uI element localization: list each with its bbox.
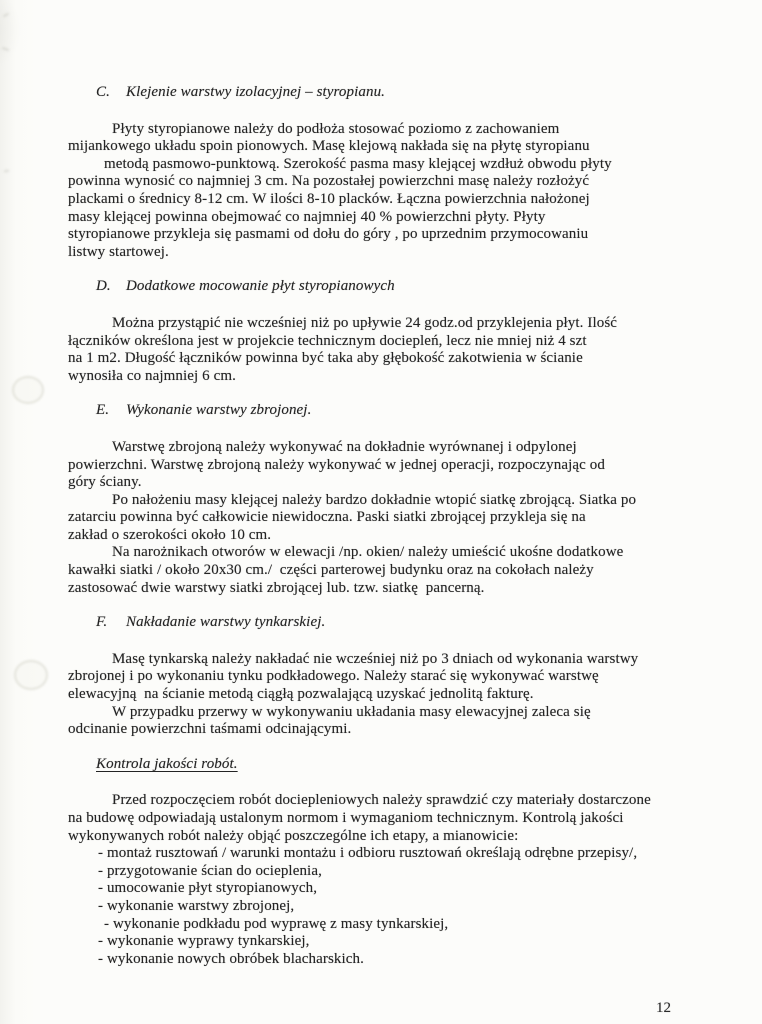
text-line: plackami o średnicy 8-12 cm. W ilości 8-10 placków. Łączna powierzchnia nałożonej	[68, 190, 590, 207]
text-line: powinna wynosić co najmniej 3 cm. Na pozostałej powierzchni masę należy rozłożyć	[68, 173, 590, 190]
text-line: - wykonanie nowych obróbek blacharskich.	[98, 950, 365, 967]
text-line: na 1 m2. Długość łączników powinna być taka aby głębokość zakotwienia w ścianie	[68, 350, 583, 367]
paragraph-kontrola-body	[68, 792, 722, 968]
text-line: Przed rozpoczęciem robót dociepleniowych należy sprawdzić czy materiały dostarczone	[112, 792, 651, 809]
paragraph-c-body	[68, 121, 722, 262]
text-line: elewacyjną na ścianie metodą ciągłą pozwalającą uzyskać jednolitą fakturę.	[68, 686, 534, 703]
section-heading-d	[96, 278, 722, 296]
text-line: Na narożnikach otworów w elewacji /np. okien/ należy umieścić ukośne dodatkowe	[112, 544, 624, 561]
text-line: Warstwę zbrojoną należy wykonywać na dokładnie wyrównanej i odpylonej	[112, 438, 577, 455]
text-line: - przygotowanie ścian do ocieplenia,	[98, 862, 322, 879]
text-line: styropianowe przykleja się pasmami od dołu do góry , po uprzednim przymocowaniu	[68, 226, 589, 243]
text-line: - wykonanie podkładu pod wyprawę z masy tynkarskiej,	[104, 915, 449, 932]
underlined-heading-kontrola	[96, 756, 722, 774]
text-line: listwy startowej.	[68, 243, 169, 260]
section-title: Wykonanie warstwy zbrojonej.	[126, 402, 312, 419]
section-letter: C.	[96, 84, 110, 100]
text-line: Płyty styropianowe należy do podłoża stosować poziomo z zachowaniem	[112, 120, 560, 137]
text-line: odcinanie powierzchni taśmami odcinającymi.	[68, 721, 352, 738]
text-line: - wykonanie wyprawy tynkarskiej,	[98, 933, 310, 950]
text-line: kawałki siatki / około 20x30 cm./ części parterowej budynku oraz na cokołach należy	[68, 562, 594, 579]
text-line: metodą pasmowo-punktową. Szerokość pasma masy klejącej wzdłuż obwodu płyty	[104, 155, 612, 172]
text-line: zakład o szerokości około 10 cm.	[68, 526, 272, 543]
heading-title: Kontrola jakości robót.	[96, 755, 238, 772]
page-number: 12	[656, 1000, 671, 1016]
text-line: - umocowanie płyt styropianowych,	[98, 880, 318, 897]
paragraph-f-body	[68, 651, 722, 739]
section-letter: D.	[96, 278, 111, 295]
section-letter: E.	[96, 402, 110, 419]
text-line: Można przystąpić nie wcześniej niż po upływie 24 godz.od przyklejenia płyt. Ilość	[112, 314, 618, 331]
text-line: wynosiła co najmniej 6 cm.	[68, 367, 236, 384]
scan-stain-ring	[12, 376, 44, 404]
text-line: Masę tynkarską należy nakładać nie wcześniej niż po 3 dniach od wykonania warstwy	[112, 650, 639, 667]
text-line: zatarciu powinna być całkowicie niewidoczna. Paski siatki zbrojącej przykleja się na	[68, 509, 586, 526]
text-line: góry ściany.	[68, 474, 142, 491]
text-line: - wykonanie warstwy zbrojonej,	[98, 897, 295, 914]
scan-stain-ring	[14, 660, 48, 690]
section-heading-f	[96, 614, 722, 632]
section-title: Klejenie warstwy izolacyjnej – styropianu.	[126, 84, 386, 100]
text-line: Po nałożeniu masy klejącej należy bardzo dokładnie wtopić siatkę zbrojącą. Siatka po	[112, 491, 637, 508]
text-line: - montaż rusztowań / warunki montażu i odbioru rusztowań określają odrębne przepisy/,	[98, 845, 638, 862]
section-title: Dodatkowe mocowanie płyt styropianowych	[126, 278, 395, 295]
section-letter: F.	[96, 614, 108, 631]
text-line: zastosować dwie warstwy siatki zbrojącej lub. tzw. siatkę pancerną.	[68, 579, 485, 596]
text-line: masy klejącej powinna obejmować co najmniej 40 % powierzchni płyty. Płyty	[68, 208, 546, 225]
text-line: na budowę odpowiadają ustalonym normom i wymaganiom technicznym. Kontrolą jakości	[68, 810, 624, 826]
paragraph-e-body	[68, 439, 722, 597]
text-line: łączników określona jest w projekcie technicznym dociepleń, lecz nie mniej niż 4 szt	[68, 332, 587, 349]
text-line: mijankowego układu spoin pionowych. Masę klejową nakłada się na płytę styropianu	[68, 138, 590, 155]
section-heading-c	[96, 84, 722, 102]
text-line: zbrojonej i po wykonaniu tynku podkładowego. Należy starać się wykonywać warstwę	[68, 668, 599, 685]
paragraph-d-body	[68, 315, 722, 385]
section-title: Nakładanie warstwy tynkarskiej.	[126, 614, 326, 631]
section-heading-e	[96, 402, 722, 420]
text-line: W przypadku przerwy w wykonywaniu układania masy elewacyjnej zaleca się	[112, 703, 591, 720]
text-line: wykonywanych robót należy objąć poszczególne ich etapy, a mianowicie:	[68, 827, 519, 844]
text-line: powierzchni. Warstwę zbrojoną należy wykonywać w jednej operacji, rozpoczynając od	[68, 456, 605, 473]
